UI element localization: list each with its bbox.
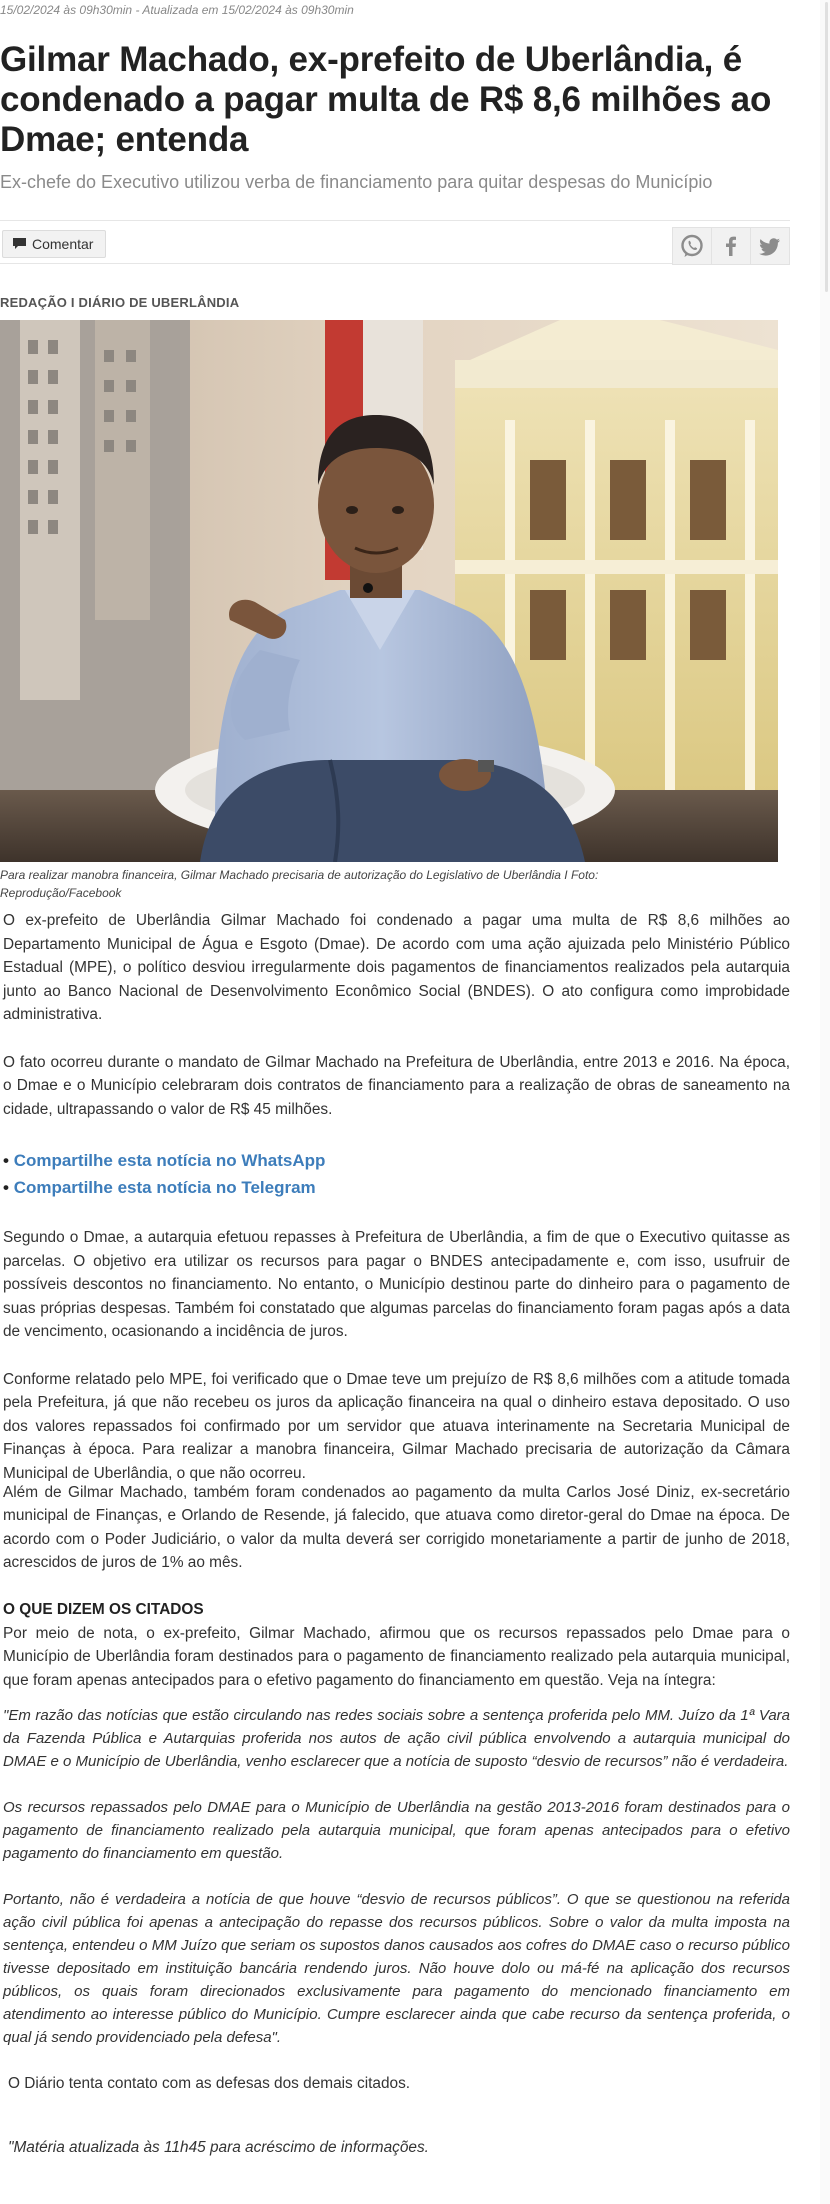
article-dateline: 15/02/2024 às 09h30min - Atualizada em 15/02/2024 às 09h30min — [0, 3, 354, 17]
scrollbar-track[interactable] — [820, 0, 830, 2204]
whatsapp-icon — [679, 233, 705, 259]
facebook-share-button[interactable] — [711, 227, 751, 265]
share-telegram-link[interactable]: Compartilhe esta notícia no Telegram — [13, 1178, 316, 1197]
paragraph-5: Além de Gilmar Machado, também foram condenados ao pagamento da multa Carlos José Diniz, ex-secretário municipal de Finanças, e Orlando de Resende, já falecido, que atuava como diretor-geral do Dmae na época. De acordo com o Poder Judiciário, o valor da multa deverá ser corrigido monetariamente a partir de junho de 2018, acrescidos de juros de 1% ao mês. — [3, 1483, 790, 1571]
quote-paragraph-2: Os recursos repassados pelo DMAE para o Município de Uberlândia na gestão 2013-2016 foram destinados para o pagamento de financiamento realizado pela autarquia municipal, que foram apenas antecipados para o efetivo pagamento do financiamento em questão. — [3, 1799, 790, 1862]
paragraph-6: Por meio de nota, o ex-prefeito, Gilmar Machado, afirmou que os recursos repassados pelo Dmae para o Município de Uberlândia foram destinados para o pagamento de financiamento realizado pela autarquia municipal, que foram apenas antecipados para o efetivo pagamento do financiamento em questão. Veja na íntegra: — [3, 1624, 790, 1689]
social-share-group — [673, 227, 790, 265]
share-link-telegram-row — [3, 1174, 795, 1201]
speech-bubble-icon — [13, 238, 26, 250]
paragraph-4: Conforme relatado pelo MPE, foi verificado que o Dmae teve um prejuízo de R$ 8,6 milhões com a atitude tomada pela Prefeitura, já que não recebeu os juros da aplicação financeira na qual o dinheiro estava depositado. O uso dos valores repassados foi confirmado por um servidor que atuava interinamente na Secretaria Municipal de Finanças à época. Para realizar a manobra financeira, Gilmar Machado precisaria de autorização da Câmara Municipal de Uberlândia, o que não ocorreu. — [3, 1370, 790, 1481]
article-byline: REDAÇÃO I DIÁRIO DE UBERLÂNDIA — [0, 295, 240, 310]
article-photo — [0, 320, 778, 862]
scrollbar-thumb[interactable] — [825, 2, 828, 292]
bullet: • — [3, 1178, 9, 1197]
article-headline: Gilmar Machado, ex-prefeito de Uberlândia, é condenado a pagar multa de R$ 8,6 milhões ao Dmae; entenda — [0, 40, 772, 159]
paragraph-2: O fato ocorreu durante o mandato de Gilmar Machado na Prefeitura de Uberlândia, entre 2013 e 2016. Na época, o Dmae e o Município celebraram dois contratos de financiamento para a realização de obras de saneamento na cidade, ultrapassando o valor de R$ 45 milhões. — [3, 1053, 790, 1118]
twitter-share-button[interactable] — [750, 227, 790, 265]
facebook-icon — [718, 233, 744, 259]
share-whatsapp-link[interactable]: Compartilhe esta notícia no WhatsApp — [13, 1151, 326, 1170]
share-link-whatsapp-row — [3, 1147, 795, 1174]
comment-button-label: Comentar — [32, 236, 94, 252]
whatsapp-share-button[interactable] — [672, 227, 712, 265]
quote-paragraph-1: "Em razão das notícias que estão circulando nas redes sociais sobre a sentença proferida pelo MM. Juízo da 1ª Vara da Fazenda Pública e Autarquias proferida nos autos de ação civil pública envolvendo a autarquia municipal do DMAE e o Município de Uberlândia, venho esclarecer que a notícia de suposto “desvio de recursos” não é verdadeira. — [3, 1707, 790, 1770]
article-photo-image — [0, 320, 778, 862]
paragraph-3: Segundo o Dmae, a autarquia efetuou repasses à Prefeitura de Uberlândia, a fim de que o Executivo quitasse as parcelas. O objetivo era utilizar os recursos para pagar o BNDES antecipadamente e, com isso, usufruir de possíveis descontos no financiamento. No entanto, o Município destinou parte do dinheiro para o pagamento de suas próprias despesas. Também foi constatado que algumas parcelas do financiamento foram pagas após a data de vencimento, ocasionando a incidência de juros. — [3, 1229, 790, 1340]
twitter-icon — [757, 233, 783, 259]
share-links — [0, 1147, 795, 1201]
photo-caption: Para realizar manobra financeira, Gilmar Machado precisaria de autorização do Legislativo de Uberlândia I Foto: Reprodução/Facebook — [0, 868, 599, 900]
paragraph-1: O ex-prefeito de Uberlândia Gilmar Machado foi condenado a pagar uma multa de R$ 8,6 milhões ao Departamento Municipal de Água e Esgoto (Dmae). De acordo com uma ação ajuizada pelo Ministério Público Estadual (MPE), o político desviou irregularmente dois pagamentos de financiamentos realizados pela autarquia junto ao Banco Nacional de Desenvolvimento Econômico Social (BNDES). O ato configura como improbidade administrativa. — [3, 912, 790, 1023]
bullet: • — [3, 1151, 9, 1170]
comment-button[interactable] — [2, 230, 106, 258]
paragraph-7: O Diário tenta contato com as defesas dos demais citados. — [8, 2075, 411, 2092]
quote-paragraph-3: Portanto, não é verdadeira a notícia de que houve “desvio de recursos públicos”. O que se questionou na referida ação civil pública foi apenas a antecipação do repasse dos recursos públicos. Sobre o valor da multa imposta na sentença, entendeu o MM Juízo que seriam os supostos danos causados aos cofres do DMAE caso o recurso público tivesse depositado em instituição bancária rendendo juros. Não houve dolo ou má-fé na aplicação dos recursos públicos, os quais foram direcionados exclusivamente para pagamento do mencionado financiamento em atendimento ao interesse público do Município. Cumpre esclarecer ainda que cabe recurso da sentença proferida, o qual já sendo providenciado pela defesa". — [3, 1891, 790, 2046]
article-subtitle: Ex-chefe do Executivo utilizou verba de financiamento para quitar despesas do Município — [0, 172, 713, 192]
update-note: "Matéria atualizada às 11h45 para acréscimo de informações. — [8, 2138, 429, 2156]
article-toolbar — [0, 220, 790, 264]
section-title: O QUE DIZEM OS CITADOS — [3, 1600, 204, 1618]
